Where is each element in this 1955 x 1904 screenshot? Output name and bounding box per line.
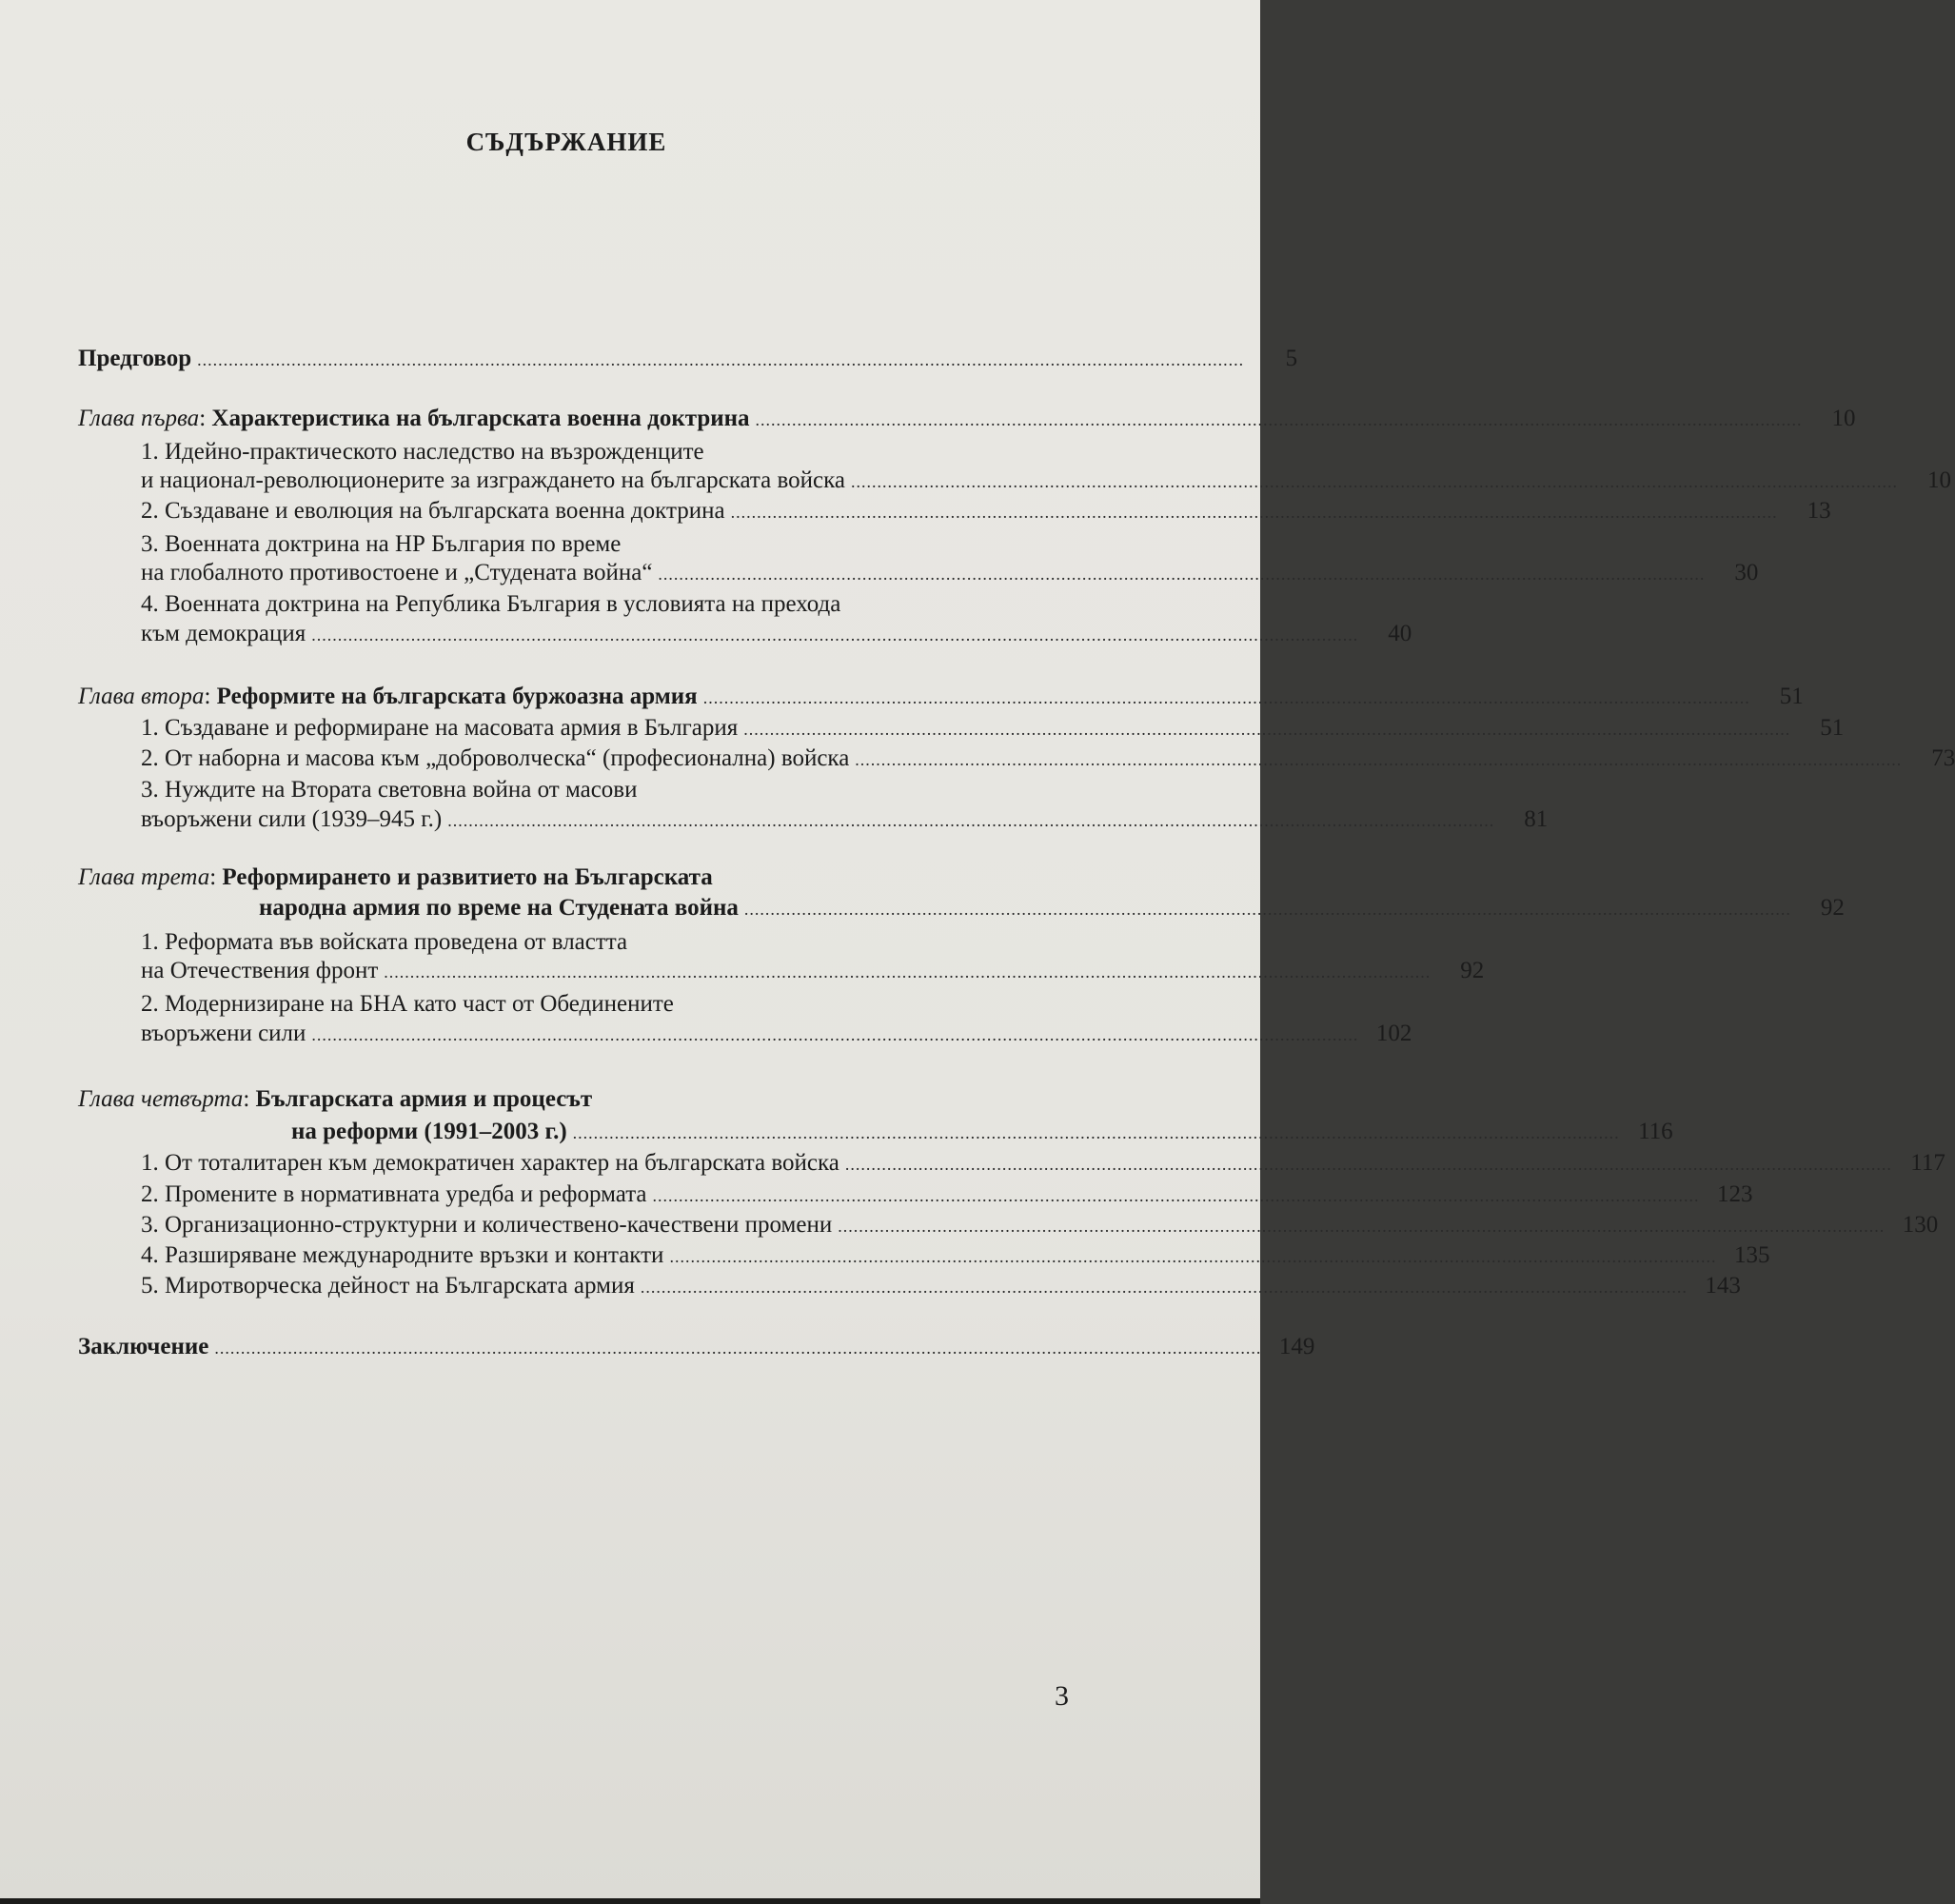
toc-page-number: 5 [1285,346,1298,371]
dot-leader: ........................................................................................................................................................................................................ [702,688,1750,707]
dot-leader: ........................................................................................................................................................................................................ [743,720,1791,739]
toc-entry-label: Заключение [78,1334,209,1359]
toc-section-text: 2. От наборна и масова към „доброволческа“ (професионална) войска [141,745,850,771]
dot-leader: ........................................................................................................................................................................................................ [838,1217,1886,1236]
toc-section-text: въоръжени сили [141,1021,306,1046]
chapter-title: Реформирането и развитието на Българската [222,864,713,890]
dot-leader: ........................................................................................................................................................................................................ [384,962,1432,982]
toc-section-text: на глобалното противостоене и „Студената война“ [141,560,653,585]
chapter-heading: Глава първа: Характеристика на българската военна доктрина [78,406,750,431]
dot-leader: ........................................................................................................................................................................................................ [572,1123,1620,1142]
toc-page-number: 73 [1931,745,1955,771]
toc-page-number: 149 [1278,1334,1315,1359]
page-edge-shadow [0,1898,1260,1904]
dot-leader: ........................................................................................................................................................................................................ [311,625,1359,645]
dot-leader: ........................................................................................................................................................................................................ [755,410,1803,429]
chapter-prefix: Глава втора [78,684,205,709]
toc-page-number: 123 [1717,1181,1753,1207]
dot-leader: ........................................................................................................................................................................................................ [658,565,1706,584]
chapter-prefix: Глава трета [78,864,210,890]
toc-section-text: на Отечествения фронт [141,958,379,983]
toc-page-number: 117 [1910,1150,1945,1176]
dot-leader: ........................................................................................................................................................................................................ [743,900,1791,919]
toc-section-text: 2. Създаване и еволюция на българската военна доктрина [141,498,725,524]
dot-leader: ........................................................................................................................................................................................................ [311,1025,1359,1044]
chapter-title: Българската армия и процесът [255,1086,593,1112]
chapter-title: Реформите на българската буржоазна армия [216,684,698,709]
dot-leader: ........................................................................................................................................................................................................ [197,350,1245,369]
toc-page-number: 13 [1807,498,1831,524]
toc-page-number: 51 [1779,684,1804,709]
toc-page-number: 51 [1820,715,1845,741]
page-number: 3 [1055,1680,1069,1712]
toc-section-text: и национал-революционерите за изграждането на българската войска [141,467,845,493]
toc-entry-conclusion[interactable] [78,1333,1315,1362]
toc-page-number: 30 [1734,560,1759,585]
dot-leader: ........................................................................................................................................................................................................ [855,750,1903,769]
toc-section-text: 5. Миротворческа дейност на Българската армия [141,1273,635,1299]
toc-section-3-2[interactable] [141,1020,1412,1049]
toc-page-number: 10 [1926,467,1951,493]
toc-section-text: 1. Създаване и реформиране на масовата армия в България [141,715,739,741]
chapter-prefix: Глава първа [78,406,200,431]
chapter-heading: Глава четвърта: Българската армия и процесът [78,1086,593,1112]
toc-page-number: 102 [1375,1021,1412,1046]
toc-chapter-1[interactable] [78,405,1856,434]
toc-section-4-4[interactable] [141,1241,1770,1271]
toc-page-number: 81 [1524,806,1549,832]
toc-section-2-1[interactable] [141,714,1845,744]
chapter-title: Характеристика на българската военна доктрина [211,406,750,431]
toc-section-line: 4. Военната доктрина на Република България в условията на прехода [141,591,841,617]
toc-section-1-4[interactable] [141,620,1412,649]
toc-page-number: 40 [1388,621,1412,646]
chapter-heading: Глава трета: Реформирането и развитието на Българската [78,864,713,890]
toc-section-line: 1. Реформата във войската проведена от властта [141,929,628,955]
toc-section-1-2[interactable] [141,497,1831,526]
toc-section-line: 1. Идейно-практическото наследство на възрожденците [141,439,704,465]
dot-leader: ........................................................................................................................................................................................................ [850,472,1898,491]
toc-section-3-1[interactable] [141,957,1485,986]
toc-section-1-3[interactable] [141,559,1759,588]
chapter-title-continued: на реформи (1991–2003 г.) [291,1119,567,1144]
toc-page-number: 135 [1733,1242,1770,1268]
toc-section-2-2[interactable] [141,744,1955,774]
toc-chapter-4[interactable] [291,1118,1673,1147]
toc-section-text: въоръжени сили (1939–945 г.) [141,806,443,832]
chapter-heading: Глава втора: Реформите на българската буржоазна армия [78,684,698,709]
dot-leader: ........................................................................................................................................................................................................ [640,1278,1688,1297]
toc-section-4-1[interactable] [141,1149,1945,1179]
dot-leader: ........................................................................................................................................................................................................ [669,1247,1717,1266]
toc-section-text: 2. Промените в нормативната уредба и реформата [141,1181,647,1207]
toc-chapter-3[interactable] [259,894,1845,923]
toc-section-1-1[interactable] [141,466,1951,496]
toc-section-text: към демокрация [141,621,306,646]
toc-section-2-3[interactable] [141,805,1549,835]
toc-section-4-2[interactable] [141,1180,1753,1210]
toc-page-number: 143 [1705,1273,1741,1299]
dot-leader: ........................................................................................................................................................................................................ [730,503,1778,522]
toc-chapter-2[interactable] [78,683,1804,712]
toc-section-line: 3. Нуждите на Втората световна война от масови [141,777,638,803]
toc-entry-preface[interactable] [78,345,1298,374]
toc-page-number: 116 [1638,1119,1673,1144]
toc-page-number: 130 [1902,1212,1939,1238]
toc-section-4-5[interactable] [141,1272,1741,1301]
toc-section-text: 3. Организационно-структурни и количествено-качествени промени [141,1212,833,1238]
dot-leader: ........................................................................................................................................................................................................ [447,811,1495,830]
toc-section-text: 1. От тоталитарен към демократичен характер на българската войска [141,1150,839,1176]
page-title: СЪДЪРЖАНИЕ [465,128,667,156]
chapter-prefix: Глава четвърта [78,1086,244,1112]
toc-section-line: 3. Военната доктрина на НР България по време [141,531,622,557]
toc-section-4-3[interactable] [141,1211,1939,1240]
toc-section-line: 2. Модернизиране на БНА като част от Обединените [141,991,674,1017]
toc-entry-label: Предговор [78,346,192,371]
toc-page-number: 92 [1820,895,1845,921]
dot-leader: ........................................................................................................................................................................................................ [214,1339,1262,1358]
toc-section-text: 4. Разширяване международните връзки и контакти [141,1242,664,1268]
dot-leader: ........................................................................................................................................................................................................ [844,1155,1892,1174]
chapter-title-continued: народна армия по време на Студената война [259,895,739,921]
dot-leader: ........................................................................................................................................................................................................ [652,1186,1700,1205]
toc-page-number: 92 [1460,958,1485,983]
toc-page-number: 10 [1831,406,1856,431]
